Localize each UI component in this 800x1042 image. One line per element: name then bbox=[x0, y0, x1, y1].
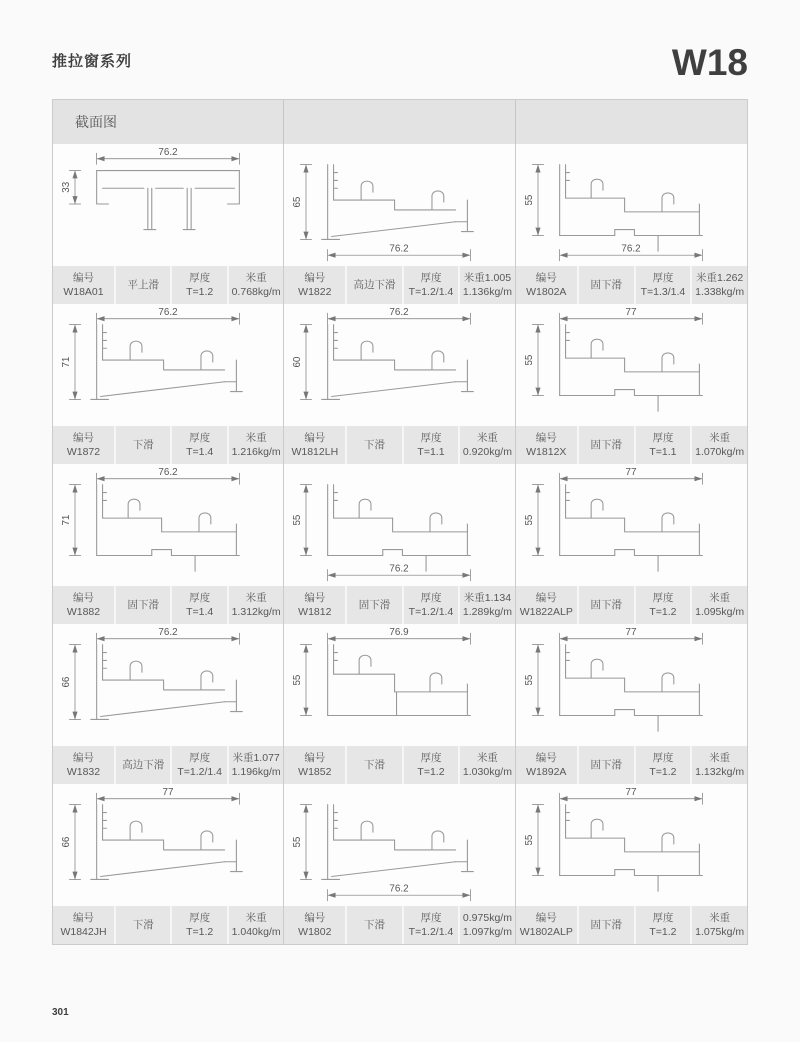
info-name-cell bbox=[114, 586, 170, 624]
info-weight-cell bbox=[690, 266, 747, 304]
height-dim-label: 55 bbox=[292, 514, 304, 526]
code-value: W1812LH bbox=[291, 446, 339, 459]
width-dim-label: 77 bbox=[625, 627, 637, 639]
weight-line1: 米重 bbox=[709, 912, 731, 925]
height-dim-label: 33 bbox=[61, 182, 73, 194]
series-code: W18 bbox=[671, 42, 748, 83]
info-code-cell bbox=[53, 266, 114, 304]
info-code-cell bbox=[53, 586, 114, 624]
width-dim-label: 77 bbox=[162, 787, 174, 799]
profile-drawing bbox=[284, 464, 514, 586]
info-code-cell bbox=[284, 426, 345, 464]
code-value: W18A01 bbox=[63, 286, 104, 299]
code-label: 编号 bbox=[304, 912, 326, 925]
code-value: W1812X bbox=[526, 446, 567, 459]
thickness-value: T=1.2 bbox=[649, 926, 677, 939]
profile-info-row bbox=[284, 586, 514, 624]
info-name-cell bbox=[114, 906, 170, 944]
profile-name: 固下滑 bbox=[127, 599, 159, 612]
thickness-value: T=1.2 bbox=[649, 606, 677, 619]
thickness-label: 厚度 bbox=[189, 752, 211, 765]
height-dim-label: 66 bbox=[61, 676, 73, 688]
thickness-value: T=1.1 bbox=[649, 446, 677, 459]
profile-section-svg bbox=[288, 624, 510, 746]
code-value: W1832 bbox=[66, 766, 101, 779]
width-dim-label: 76.2 bbox=[389, 883, 410, 895]
code-value: W1802 bbox=[298, 926, 332, 939]
code-value: W1802A bbox=[526, 286, 567, 299]
code-label: 编号 bbox=[535, 752, 557, 765]
info-weight-cell bbox=[227, 746, 283, 784]
code-value: W1822 bbox=[298, 286, 332, 299]
weight-line1: 米重1.134 bbox=[463, 592, 512, 605]
profile-drawing bbox=[53, 464, 283, 586]
section-header-spacer bbox=[284, 100, 515, 144]
weight-line1: 米重 bbox=[245, 432, 267, 445]
profile-drawing bbox=[516, 144, 747, 266]
profile-info-row bbox=[284, 906, 514, 944]
profile-name: 固下滑 bbox=[590, 599, 622, 612]
profile-info-row bbox=[284, 426, 514, 464]
profile-drawing bbox=[284, 784, 514, 906]
thickness-label: 厚度 bbox=[420, 432, 442, 445]
profile-name: 高边下滑 bbox=[353, 279, 396, 292]
profile-section-svg bbox=[288, 784, 510, 906]
info-thickness-cell bbox=[170, 586, 226, 624]
profile-drawing bbox=[284, 624, 514, 746]
profile-cell bbox=[516, 304, 747, 464]
profile-name: 固下滑 bbox=[590, 919, 622, 932]
profile-cell bbox=[53, 784, 284, 944]
profile-section-svg bbox=[57, 464, 279, 586]
weight-line1: 米重1.262 bbox=[695, 272, 744, 285]
profile-info-row bbox=[516, 266, 747, 304]
profile-name: 下滑 bbox=[132, 919, 154, 932]
profile-name: 高边下滑 bbox=[122, 759, 165, 772]
thickness-label: 厚度 bbox=[652, 272, 674, 285]
info-code-cell bbox=[284, 906, 345, 944]
profile-grid bbox=[53, 144, 747, 944]
code-label: 编号 bbox=[304, 592, 326, 605]
weight-line1: 米重 bbox=[709, 752, 731, 765]
width-dim-label: 76.2 bbox=[389, 307, 410, 319]
code-label: 编号 bbox=[535, 912, 557, 925]
info-name-cell bbox=[345, 586, 401, 624]
code-value: W1892A bbox=[526, 766, 567, 779]
profile-drawing bbox=[53, 304, 283, 426]
profile-info-row bbox=[516, 906, 747, 944]
height-dim-label: 55 bbox=[524, 514, 536, 526]
profile-cell bbox=[53, 624, 284, 784]
info-thickness-cell bbox=[402, 906, 458, 944]
weight-line2: 1.132kg/m bbox=[695, 766, 745, 779]
profile-section-svg bbox=[57, 624, 279, 746]
thickness-value: T=1.2/1.4 bbox=[408, 926, 454, 939]
thickness-value: T=1.4 bbox=[186, 446, 214, 459]
section-header-label: 截面图 bbox=[75, 114, 117, 131]
width-dim-label: 76.2 bbox=[158, 467, 178, 479]
weight-line1: 米重 bbox=[709, 432, 731, 445]
info-name-cell bbox=[114, 426, 170, 464]
profile-info-row bbox=[516, 426, 747, 464]
thickness-label: 厚度 bbox=[652, 912, 674, 925]
section-header-row bbox=[53, 100, 747, 144]
profile-drawing bbox=[53, 144, 283, 266]
profile-section-svg bbox=[520, 784, 742, 906]
thickness-value: T=1.2 bbox=[649, 766, 677, 779]
thickness-label: 厚度 bbox=[189, 592, 211, 605]
info-weight-cell bbox=[458, 906, 514, 944]
info-name-cell bbox=[577, 906, 634, 944]
height-dim-label: 55 bbox=[292, 674, 304, 686]
profile-info-row bbox=[53, 586, 283, 624]
height-dim-label: 55 bbox=[524, 354, 536, 366]
profile-drawing bbox=[516, 464, 747, 586]
profile-name: 下滑 bbox=[364, 919, 386, 932]
info-code-cell bbox=[516, 906, 577, 944]
profile-drawing bbox=[53, 624, 283, 746]
weight-line2: 1.075kg/m bbox=[695, 926, 745, 939]
code-label: 编号 bbox=[72, 752, 94, 765]
code-value: W1842JH bbox=[60, 926, 107, 939]
section-table bbox=[52, 99, 748, 945]
info-weight-cell bbox=[458, 266, 514, 304]
weight-line1: 米重 bbox=[245, 272, 267, 285]
weight-line1: 米重 bbox=[476, 752, 498, 765]
profile-name: 固下滑 bbox=[590, 279, 622, 292]
info-code-cell bbox=[284, 746, 345, 784]
profile-drawing bbox=[284, 304, 514, 426]
weight-line2: 1.196kg/m bbox=[231, 766, 281, 779]
thickness-value: T=1.2/1.4 bbox=[408, 606, 454, 619]
weight-line2: 1.289kg/m bbox=[462, 606, 512, 619]
info-code-cell bbox=[53, 906, 114, 944]
weight-line2: 0.920kg/m bbox=[462, 446, 512, 459]
profile-cell bbox=[516, 144, 747, 304]
info-weight-cell bbox=[458, 426, 514, 464]
thickness-value: T=1.2 bbox=[186, 286, 214, 299]
height-dim-label: 71 bbox=[61, 514, 73, 526]
profile-section-svg bbox=[520, 624, 742, 746]
profile-section-svg bbox=[57, 304, 279, 426]
info-thickness-cell bbox=[402, 266, 458, 304]
info-name-cell bbox=[345, 426, 401, 464]
profile-info-row bbox=[53, 746, 283, 784]
code-value: W1802ALP bbox=[519, 926, 573, 939]
info-thickness-cell bbox=[170, 266, 226, 304]
profile-drawing bbox=[516, 624, 747, 746]
width-dim-label: 76.9 bbox=[389, 627, 410, 639]
weight-line1: 米重 bbox=[709, 592, 731, 605]
thickness-value: T=1.2 bbox=[186, 926, 214, 939]
width-dim-label: 77 bbox=[625, 307, 637, 319]
info-code-cell bbox=[53, 746, 114, 784]
profile-name: 固下滑 bbox=[590, 439, 622, 452]
info-weight-cell bbox=[227, 266, 283, 304]
info-thickness-cell bbox=[402, 746, 458, 784]
code-value: W1822ALP bbox=[519, 606, 573, 619]
info-thickness-cell bbox=[170, 746, 226, 784]
height-dim-label: 55 bbox=[524, 834, 536, 846]
code-label: 编号 bbox=[304, 752, 326, 765]
profile-cell bbox=[284, 464, 515, 624]
width-dim-label: 76.2 bbox=[158, 147, 178, 159]
profile-cell bbox=[516, 624, 747, 784]
width-dim-label: 76.2 bbox=[158, 627, 178, 639]
info-weight-cell bbox=[458, 746, 514, 784]
weight-line1: 米重1.077 bbox=[232, 752, 280, 765]
profile-info-row bbox=[53, 266, 283, 304]
width-dim-label: 76.2 bbox=[389, 243, 410, 255]
weight-line1: 米重 bbox=[245, 912, 267, 925]
code-value: W1882 bbox=[66, 606, 101, 619]
info-weight-cell bbox=[690, 426, 747, 464]
thickness-value: T=1.4 bbox=[186, 606, 214, 619]
profile-cell bbox=[284, 624, 515, 784]
profile-info-row bbox=[516, 586, 747, 624]
info-name-cell bbox=[114, 266, 170, 304]
code-label: 编号 bbox=[72, 592, 94, 605]
code-label: 编号 bbox=[72, 272, 94, 285]
thickness-label: 厚度 bbox=[652, 592, 674, 605]
profile-cell bbox=[284, 304, 515, 464]
profile-drawing bbox=[53, 784, 283, 906]
height-dim-label: 55 bbox=[524, 674, 536, 686]
weight-line1: 米重1.005 bbox=[463, 272, 512, 285]
weight-line2: 1.312kg/m bbox=[231, 606, 281, 619]
series-title: 推拉窗系列 bbox=[52, 53, 133, 71]
code-value: W1872 bbox=[66, 446, 101, 459]
thickness-value: T=1.2/1.4 bbox=[408, 286, 454, 299]
thickness-label: 厚度 bbox=[420, 752, 442, 765]
profile-section-svg bbox=[288, 304, 510, 426]
profile-name: 下滑 bbox=[132, 439, 154, 452]
weight-line2: 1.030kg/m bbox=[462, 766, 512, 779]
profile-section-svg bbox=[57, 144, 279, 266]
profile-section-svg bbox=[520, 464, 742, 586]
profile-cell bbox=[53, 464, 284, 624]
thickness-label: 厚度 bbox=[652, 752, 674, 765]
page-number: 301 bbox=[52, 1007, 69, 1018]
profile-name: 下滑 bbox=[364, 759, 386, 772]
info-code-cell bbox=[516, 266, 577, 304]
profile-cell bbox=[516, 784, 747, 944]
info-thickness-cell bbox=[170, 906, 226, 944]
code-label: 编号 bbox=[304, 272, 326, 285]
thickness-label: 厚度 bbox=[420, 912, 442, 925]
info-thickness-cell bbox=[402, 586, 458, 624]
info-thickness-cell bbox=[634, 586, 691, 624]
height-dim-label: 55 bbox=[292, 836, 304, 848]
thickness-value: T=1.3/1.4 bbox=[640, 286, 686, 299]
width-dim-label: 76.2 bbox=[158, 307, 178, 319]
info-name-cell bbox=[345, 906, 401, 944]
weight-line2: 1.216kg/m bbox=[231, 446, 281, 459]
thickness-label: 厚度 bbox=[189, 432, 211, 445]
code-label: 编号 bbox=[304, 432, 326, 445]
profile-cell bbox=[284, 784, 515, 944]
info-thickness-cell bbox=[402, 426, 458, 464]
thickness-value: T=1.1 bbox=[417, 446, 445, 459]
code-label: 编号 bbox=[72, 912, 94, 925]
info-weight-cell bbox=[227, 906, 283, 944]
info-name-cell bbox=[577, 586, 634, 624]
weight-line2: 1.338kg/m bbox=[695, 286, 745, 299]
profile-cell bbox=[53, 144, 284, 304]
thickness-value: T=1.2 bbox=[417, 766, 445, 779]
profile-info-row bbox=[53, 906, 283, 944]
page-footer bbox=[52, 1007, 69, 1018]
thickness-label: 厚度 bbox=[420, 272, 442, 285]
info-thickness-cell bbox=[634, 746, 691, 784]
profile-section-svg bbox=[520, 304, 742, 426]
weight-line2: 1.136kg/m bbox=[462, 286, 512, 299]
height-dim-label: 66 bbox=[61, 836, 73, 848]
weight-line2: 1.070kg/m bbox=[695, 446, 745, 459]
info-name-cell bbox=[345, 266, 401, 304]
info-thickness-cell bbox=[170, 426, 226, 464]
height-dim-label: 65 bbox=[292, 196, 304, 208]
info-thickness-cell bbox=[634, 906, 691, 944]
code-value: W1852 bbox=[298, 766, 332, 779]
width-dim-label: 76.2 bbox=[389, 563, 410, 575]
profile-cell bbox=[284, 144, 515, 304]
info-thickness-cell bbox=[634, 266, 691, 304]
info-name-cell bbox=[577, 746, 634, 784]
info-code-cell bbox=[284, 586, 345, 624]
thickness-label: 厚度 bbox=[420, 592, 442, 605]
info-name-cell bbox=[577, 426, 634, 464]
code-label: 编号 bbox=[535, 272, 557, 285]
profile-name: 固下滑 bbox=[358, 599, 391, 612]
info-name-cell bbox=[577, 266, 634, 304]
height-dim-label: 60 bbox=[292, 356, 304, 368]
info-weight-cell bbox=[690, 906, 747, 944]
info-name-cell bbox=[345, 746, 401, 784]
info-weight-cell bbox=[227, 426, 283, 464]
height-dim-label: 55 bbox=[524, 194, 536, 206]
profile-info-row bbox=[284, 266, 514, 304]
weight-line1: 米重 bbox=[476, 432, 498, 445]
info-weight-cell bbox=[690, 586, 747, 624]
weight-line2: 1.095kg/m bbox=[695, 606, 745, 619]
profile-section-svg bbox=[57, 784, 279, 906]
code-label: 编号 bbox=[535, 432, 557, 445]
info-weight-cell bbox=[458, 586, 514, 624]
profile-name: 平上滑 bbox=[127, 279, 159, 292]
profile-section-svg bbox=[288, 464, 510, 586]
profile-drawing bbox=[516, 784, 747, 906]
section-header-cell bbox=[53, 100, 284, 144]
width-dim-label: 77 bbox=[625, 787, 637, 799]
weight-line2: 1.097kg/m bbox=[462, 926, 512, 939]
width-dim-label: 77 bbox=[625, 467, 637, 479]
profile-cell bbox=[53, 304, 284, 464]
profile-drawing bbox=[516, 304, 747, 426]
info-code-cell bbox=[516, 586, 577, 624]
page-header bbox=[52, 0, 748, 83]
info-code-cell bbox=[516, 746, 577, 784]
thickness-label: 厚度 bbox=[189, 272, 211, 285]
profile-info-row bbox=[516, 746, 747, 784]
height-dim-label: 71 bbox=[61, 356, 73, 368]
code-label: 编号 bbox=[72, 432, 94, 445]
profile-section-svg bbox=[520, 144, 742, 266]
section-header-spacer bbox=[516, 100, 747, 144]
info-thickness-cell bbox=[634, 426, 691, 464]
profile-name: 下滑 bbox=[364, 439, 386, 452]
info-weight-cell bbox=[227, 586, 283, 624]
profile-cell bbox=[516, 464, 747, 624]
code-value: W1812 bbox=[298, 606, 332, 619]
weight-line1: 0.975kg/m bbox=[462, 912, 512, 925]
info-code-cell bbox=[516, 426, 577, 464]
weight-line2: 0.768kg/m bbox=[231, 286, 281, 299]
thickness-label: 厚度 bbox=[652, 432, 674, 445]
weight-line1: 米重 bbox=[245, 592, 267, 605]
info-weight-cell bbox=[690, 746, 747, 784]
width-dim-label: 76.2 bbox=[621, 243, 641, 255]
thickness-label: 厚度 bbox=[189, 912, 211, 925]
profile-name: 固下滑 bbox=[590, 759, 622, 772]
code-label: 编号 bbox=[535, 592, 557, 605]
profile-info-row bbox=[284, 746, 514, 784]
profile-section-svg bbox=[288, 144, 510, 266]
weight-line2: 1.040kg/m bbox=[231, 926, 281, 939]
thickness-value: T=1.2/1.4 bbox=[177, 766, 222, 779]
info-code-cell bbox=[53, 426, 114, 464]
info-code-cell bbox=[284, 266, 345, 304]
info-name-cell bbox=[114, 746, 170, 784]
profile-info-row bbox=[53, 426, 283, 464]
profile-drawing bbox=[284, 144, 514, 266]
